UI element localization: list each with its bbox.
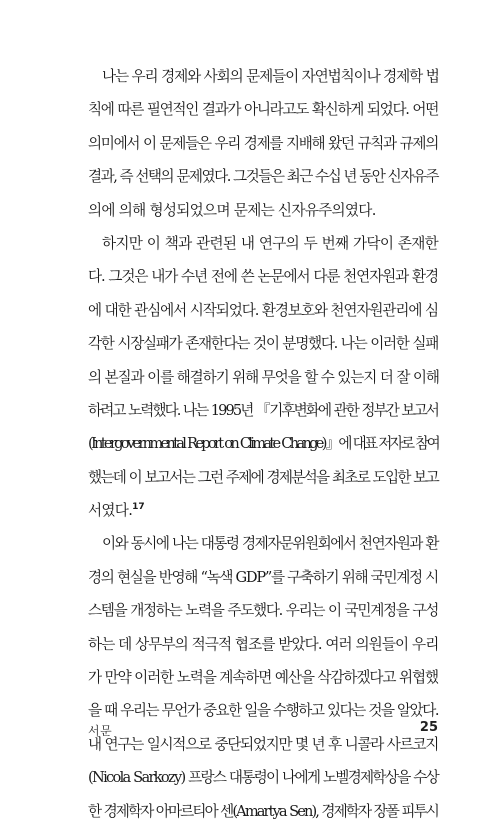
paragraph-line: 의에 의해 형성되었으며 문제는 신자유주의였다. [88, 201, 376, 219]
paragraph-line-text: 서였다. [88, 502, 133, 520]
paragraph-line: 다. 그것은 내가 수년 전에 쓴 논문에서 다룬 천연자원과 환경 [88, 268, 438, 286]
body-text [88, 60, 438, 828]
paragraph-line: 이와 동시에 나는 대통령 경제자문위원회에서 천연자원과 환 [102, 535, 438, 553]
paragraph-line: 한 경제학자 아마르티아 센(Amartya Sen), 경제학자 장폴 피투시 [88, 802, 438, 820]
running-footer-section: 서문 [88, 724, 113, 738]
paragraph-line: 가 만약 이러한 노력을 계속하면 예산을 삭감하겠다고 위협했 [88, 669, 438, 687]
paragraph-line: 을 때 우리는 무언가 중요한 일을 수행하고 있다는 것을 알았다. [88, 702, 438, 720]
paragraph-line: 에 대한 관심에서 시작되었다. 환경보호와 천연자원관리에 심 [88, 301, 438, 319]
paragraph-line: 경의 현실을 반영해 “녹색 GDP”를 구축하기 위해 국민계정 시 [88, 568, 438, 586]
paragraph-line-with-footnote [88, 494, 438, 527]
footnote-reference[interactable]: 17 [132, 502, 145, 513]
paragraph-line: 하지만 이 책과 관련된 내 연구의 두 번째 가닥이 존재한 [102, 234, 438, 252]
paragraph-line: 나는 우리 경제와 사회의 문제들이 자연법칙이나 경제학 법 [102, 68, 439, 85]
page-number: 25 [419, 720, 438, 735]
paragraph-line: 각한 시장실패가 존재한다는 것이 분명했다. 나는 이러한 실패 [88, 335, 438, 353]
paragraph-line: 칙에 따른 필연적인 결과가 아니라고도 확신하게 되었다. 어떤 [88, 101, 438, 119]
paragraph-line: 결과, 즉 선택의 문제였다. 그것들은 최근 수십 년 동안 신자유주 [88, 168, 438, 186]
paragraph-line: 하려고 노력했다. 나는 1995년 『기후변화에 관한 정부간 보고서 [88, 401, 438, 419]
paragraph-line: 했는데 이 보고서는 그런 주제에 경제분석을 최초로 도입한 보고 [88, 468, 438, 486]
paragraph-line: (Intergovernmental Report on Climate Change)』에 대표 저자로 참여 [88, 435, 438, 453]
paragraph-line: 스템을 개정하는 노력을 주도했다. 우리는 이 국민계정을 구성 [88, 602, 438, 620]
paragraph-line: 의미에서 이 문제들은 우리 경제를 지배해 왔던 규칙과 규제의 [88, 134, 438, 152]
paragraph-line: 의 본질과 이를 해결하기 위해 무엇을 할 수 있는지 더 잘 이해 [88, 368, 439, 386]
paragraph-line: (Nicola Sarkozy) 프랑스 대통령이 나에게 노벨경제학상을 수상 [88, 769, 438, 787]
paragraph-line: 하는 데 상무부의 적극적 협조를 받았다. 여러 의원들이 우리 [88, 635, 439, 653]
paragraph-line: 내 연구는 일시적으로 중단되었지만 몇 년 후 니콜라 사르코지 [88, 735, 438, 753]
